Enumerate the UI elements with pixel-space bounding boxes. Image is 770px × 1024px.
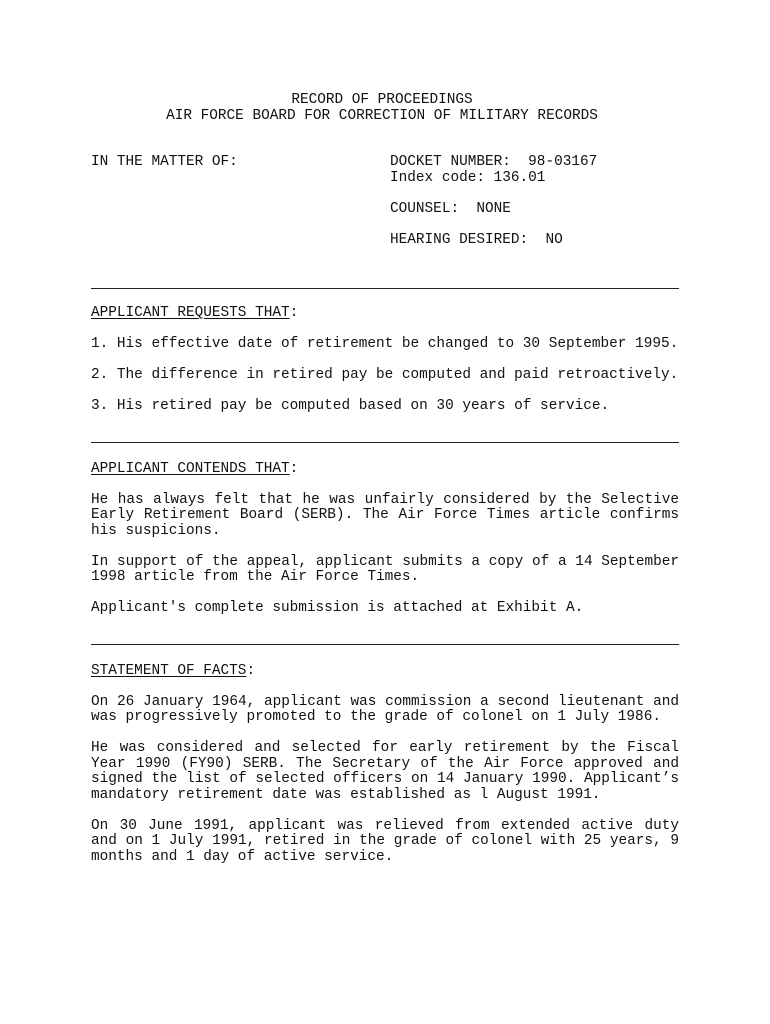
facts-heading-text: STATEMENT OF FACTS bbox=[91, 662, 247, 679]
contends-paragraph-2: In support of the appeal, applicant submits a copy of a 14 September 1998 article from the Air Force Times. bbox=[91, 553, 679, 585]
case-header bbox=[91, 155, 679, 248]
counsel: COUNSEL: NONE bbox=[390, 200, 511, 217]
requests-heading: APPLICANT REQUESTS THAT: bbox=[91, 305, 299, 321]
section-divider bbox=[91, 288, 679, 289]
contends-heading-text: APPLICANT CONTENDS THAT bbox=[91, 460, 290, 477]
requests-heading-text: APPLICANT REQUESTS THAT bbox=[91, 305, 290, 321]
request-item-1: 1. His effective date of retirement be changed to 30 September 1995. bbox=[91, 336, 679, 352]
docket-number: DOCKET NUMBER: 98-03167 bbox=[390, 154, 598, 170]
document-page bbox=[91, 93, 679, 865]
hearing-desired: HEARING DESIRED: NO bbox=[390, 231, 563, 248]
facts-paragraph-2: He was considered and selected for early retirement by the Fiscal Year 1990 (FY90) SERB. The Secretary of the Air Force approved and signed the list of selected officers on 14 January 1990. Applicant’s mandatory retirement date was established as l August 1991. bbox=[91, 740, 679, 803]
document-title bbox=[85, 93, 679, 124]
request-item-3: 3. His retired pay be computed based on 30 years of service. bbox=[91, 398, 610, 414]
facts-heading: STATEMENT OF FACTS: bbox=[91, 662, 256, 679]
contends-paragraph-1: He has always felt that he was unfairly considered by the Selective Early Retirement Board (SERB). The Air Force Times article confirms his suspicions. bbox=[91, 491, 679, 539]
section-divider bbox=[91, 644, 679, 645]
facts-paragraph-3: On 30 June 1991, applicant was relieved from extended active duty and on 1 July 1991, retired in the grade of colonel with 25 years, 9 months and 1 day of active service. bbox=[91, 817, 679, 865]
contends-heading: APPLICANT CONTENDS THAT: bbox=[91, 460, 299, 477]
matter-label: IN THE MATTER OF: bbox=[91, 154, 238, 170]
contends-paragraph-3: Applicant's complete submission is attached at Exhibit A. bbox=[91, 600, 584, 616]
request-item-2: 2. The difference in retired pay be computed and paid retroactively. bbox=[91, 367, 679, 383]
title-line-1: RECORD OF PROCEEDINGS bbox=[291, 92, 473, 108]
title-line-2: AIR FORCE BOARD FOR CORRECTION OF MILITARY RECORDS bbox=[166, 107, 598, 124]
facts-paragraph-1: On 26 January 1964, applicant was commission a second lieutenant and was progressively promoted to the grade of colonel on 1 July 1986. bbox=[91, 693, 679, 725]
case-details bbox=[390, 155, 597, 248]
index-code: Index code: 136.01 bbox=[390, 169, 546, 186]
section-divider bbox=[91, 442, 679, 443]
